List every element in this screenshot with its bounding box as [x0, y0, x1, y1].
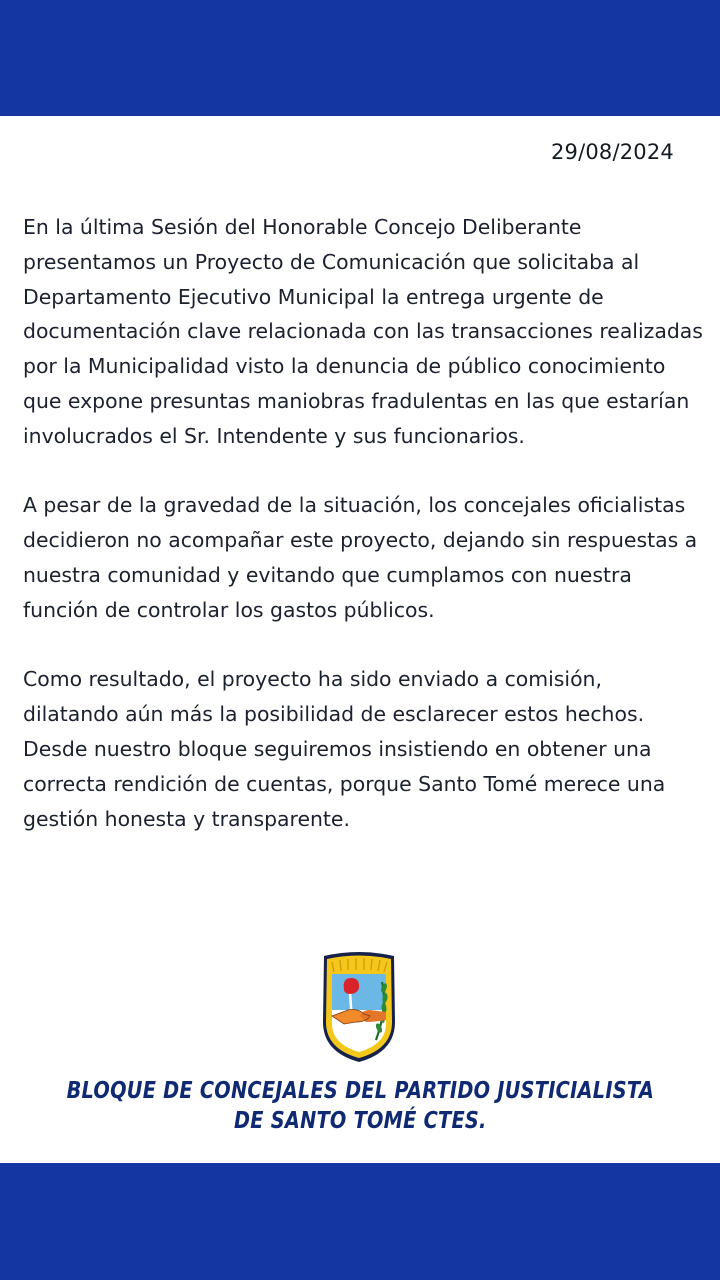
- signature-line-1: BLOQUE DE CONCEJALES DEL PARTIDO JUSTICIALISTA: [66, 1078, 655, 1104]
- statement-body: [23, 210, 703, 871]
- signature-block: [58, 1076, 663, 1136]
- partido-justicialista-shield-icon: [318, 952, 400, 1064]
- paragraph-2: A pesar de la gravedad de la situación, los concejales oficialistas decidieron no acompañar este proyecto, dejando sin respuestas a nuestra comunidad y evitando que cumplamos con nuestra función de controlar los gastos públicos.: [23, 493, 698, 622]
- paragraph-3: Como resultado, el proyecto ha sido enviado a comisión, dilatando aún más la posibilidad de esclarecer estos hechos. Desde nuestro bloque seguiremos insistiendo en obtener una correcta rendición de cuentas, porque Santo Tomé merece una gestión honesta y transparente.: [23, 667, 666, 831]
- signature-line-2: DE SANTO TOMÉ CTES.: [233, 1108, 487, 1134]
- document-date: 29/08/2024: [550, 140, 674, 164]
- bottom-blue-band: [0, 1163, 720, 1280]
- top-blue-band: [0, 0, 720, 116]
- paragraph-1: En la última Sesión del Honorable Concejo Deliberante presentamos un Proyecto de Comunicación que solicitaba al Departamento Ejecutivo Municipal la entrega urgente de documentación clave relacionada con las transacciones realizadas por la Municipalidad visto la denuncia de público conocimiento que expone presuntas maniobras fradulentas en las que estarían involucrados el Sr. Intendente y sus funcionarios.: [23, 215, 703, 448]
